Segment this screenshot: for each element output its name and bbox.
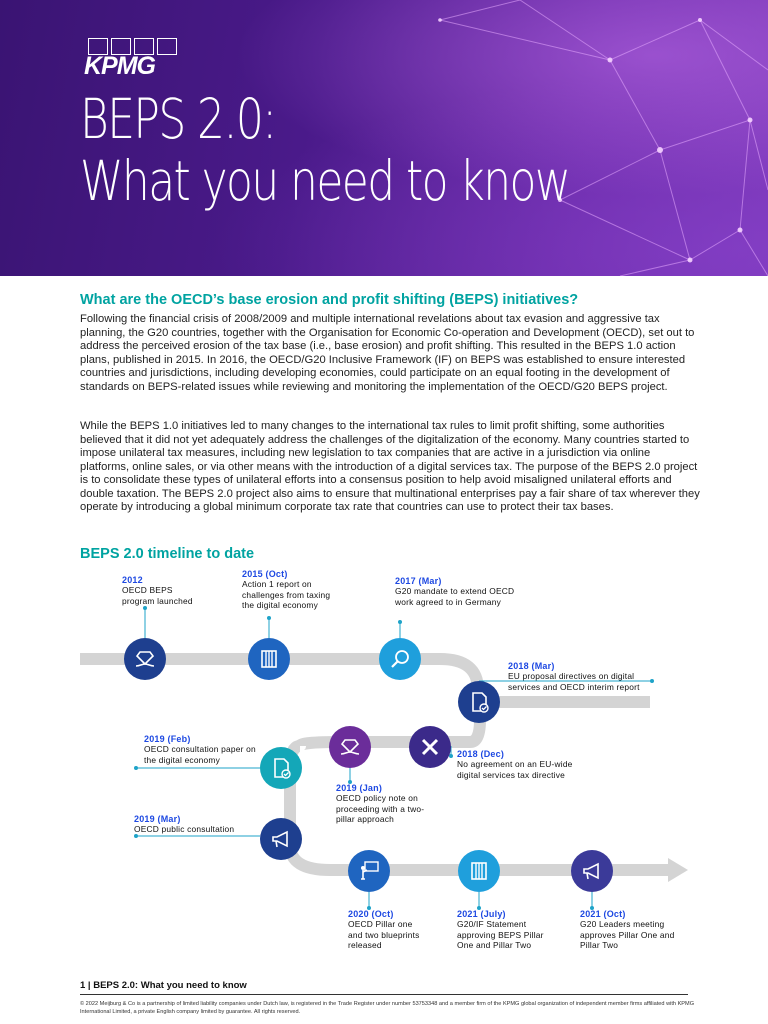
paragraph-intro: Following the financial crisis of 2008/2009 and multiple international revelations about tax evasion and aggressive tax planning, the G20 countries, together with the Organisation for Economic Co-operation and Development (OECD), set out to address the perceived erosion of the tax base (i.e., base erosion) and profit shifting. This resulted in the BEPS 1.0 action plans, published in 2015. In 2016, the OECD/G20 Inclusive Framework (IF) on BEPS was established to ensure interested countries and jurisdictions, including developing economies, could participate on an equal footing in the development of standards on BEPS-related issues while reviewing and monitoring the implementation of the OECD/G20 BEPS project. xyxy=(80,313,695,393)
timeline-text: OECD public consultation xyxy=(134,824,235,835)
timeline-year: 2012 xyxy=(122,575,143,585)
timeline-text: G20 Leaders meeting approves Pillar One and Pillar Two xyxy=(580,919,675,951)
section-heading-beps: What are the OECD’s base erosion and profit shifting (BEPS) initiatives? xyxy=(80,292,579,308)
timeline-year: 2021 (July) xyxy=(457,909,506,919)
timeline-node-2017 xyxy=(379,638,421,680)
timeline-text: No agreement on an EU-wide digital services tax directive xyxy=(457,759,573,780)
timeline-label-2021-jul xyxy=(457,909,549,951)
section-heading-timeline: BEPS 2.0 timeline to date xyxy=(80,546,255,562)
timeline-label-2019-mar xyxy=(134,814,258,835)
timeline-year: 2019 (Jan) xyxy=(336,783,383,793)
page-title-line2: What you need to know xyxy=(80,149,570,213)
timeline-node-2018-mar xyxy=(458,681,500,723)
timeline-text: G20/IF Statement approving BEPS Pillar One and Pillar Two xyxy=(457,919,544,951)
timeline-year: 2021 (Oct) xyxy=(580,909,626,919)
timeline-node-2012 xyxy=(124,638,166,680)
timeline-year: 2019 (Feb) xyxy=(144,734,191,744)
timeline-label-2017 xyxy=(395,576,523,607)
document-check-icon xyxy=(466,689,492,715)
timeline-text: OECD Pillar one and two blueprints released xyxy=(348,919,420,951)
page-title-line1: BEPS 2.0: xyxy=(80,87,276,151)
timeline-year: 2015 (Oct) xyxy=(242,569,288,579)
paragraph-beps2: While the BEPS 1.0 initiatives led to many changes to the international tax rules to limit profit shifting, some authorities believed that it did not yet adequately address the challenges of the digitalization of the economy. Many countries started to impose unilateral tax measures, including new legislation to tax companies that are active in a jurisdiction via online platforms, online sales, or via other means with the introduction of a digital services tax. The purpose of the BEPS 2.0 project is to consolidate these types of unilateral efforts into a consensus position to help avoid misaligned unilateral efforts and double taxation. The BEPS 2.0 project also aims to ensure that multinational enterprises pay a fair share of tax wherever they operate by introducing a global minimum corporate tax rate that countries can use to protect their tax bases. xyxy=(80,420,700,514)
timeline-year: 2020 (Oct) xyxy=(348,909,394,919)
timeline-label-2020-oct xyxy=(348,909,428,951)
footer-legal-text: © 2022 Meijburg & Co is a partnership of limited liability companies under Dutch law, is registered in the Trade Register under number 53753348 and a member firm of the KPMG global organization of independent member firms affiliated with KPMG International Limited, a private English company limited by guarantee. All rights reserved. xyxy=(80,1001,695,1015)
timeline-node-2020-oct xyxy=(348,850,390,892)
timeline-label-2021-oct xyxy=(580,909,676,951)
kpmg-logo xyxy=(84,38,184,78)
timeline-node-2019-jan xyxy=(329,726,371,768)
footer-page-title: 1 | BEPS 2.0: What you need to know xyxy=(80,980,247,991)
document-check-icon xyxy=(268,755,294,781)
timeline-text: OECD BEPS program launched xyxy=(122,585,193,606)
folder-stack-icon xyxy=(256,646,282,672)
diamond-hand-icon xyxy=(132,646,158,672)
timeline-year: 2019 (Mar) xyxy=(134,814,181,824)
timeline-text: Action 1 report on challenges from taxing the digital economy xyxy=(242,579,331,611)
timeline-label-2019-jan xyxy=(336,783,428,825)
timeline-text: EU proposal directives on digital services and OECD interim report xyxy=(508,671,640,692)
presenter-icon xyxy=(356,858,382,884)
page-title xyxy=(80,88,569,212)
timeline-year: 2018 (Dec) xyxy=(457,749,505,759)
footer-divider xyxy=(80,994,688,995)
timeline-text: OECD consultation paper on the digital economy xyxy=(144,744,256,765)
timeline-node-2018-dec xyxy=(409,726,451,768)
timeline-node-2021-oct xyxy=(571,850,613,892)
timeline-label-2019-feb xyxy=(144,734,262,765)
kpmg-logo-text: KPMG xyxy=(84,52,155,80)
timeline-label-2018-dec xyxy=(457,749,597,780)
timeline-label-2015 xyxy=(242,569,338,611)
timeline-year: 2018 (Mar) xyxy=(508,661,555,671)
megaphone-icon xyxy=(268,826,294,852)
megaphone-icon xyxy=(579,858,605,884)
timeline-node-2021-jul xyxy=(458,850,500,892)
x-icon xyxy=(417,734,443,760)
timeline-text: OECD policy note on proceeding with a two-pillar approach xyxy=(336,793,425,825)
timeline-text: G20 mandate to extend OECD work agreed to in Germany xyxy=(395,586,515,607)
timeline-year: 2017 (Mar) xyxy=(395,576,442,586)
diamond-hand-icon xyxy=(337,734,363,760)
timeline-label-2018-mar xyxy=(508,661,648,692)
timeline xyxy=(0,560,768,970)
timeline-node-2019-mar xyxy=(260,818,302,860)
hero-banner xyxy=(0,0,768,276)
folder-stack-icon xyxy=(466,858,492,884)
timeline-label-2012 xyxy=(122,575,202,606)
magnifier-icon xyxy=(387,646,413,672)
timeline-node-2015 xyxy=(248,638,290,680)
timeline-node-2019-feb xyxy=(260,747,302,789)
